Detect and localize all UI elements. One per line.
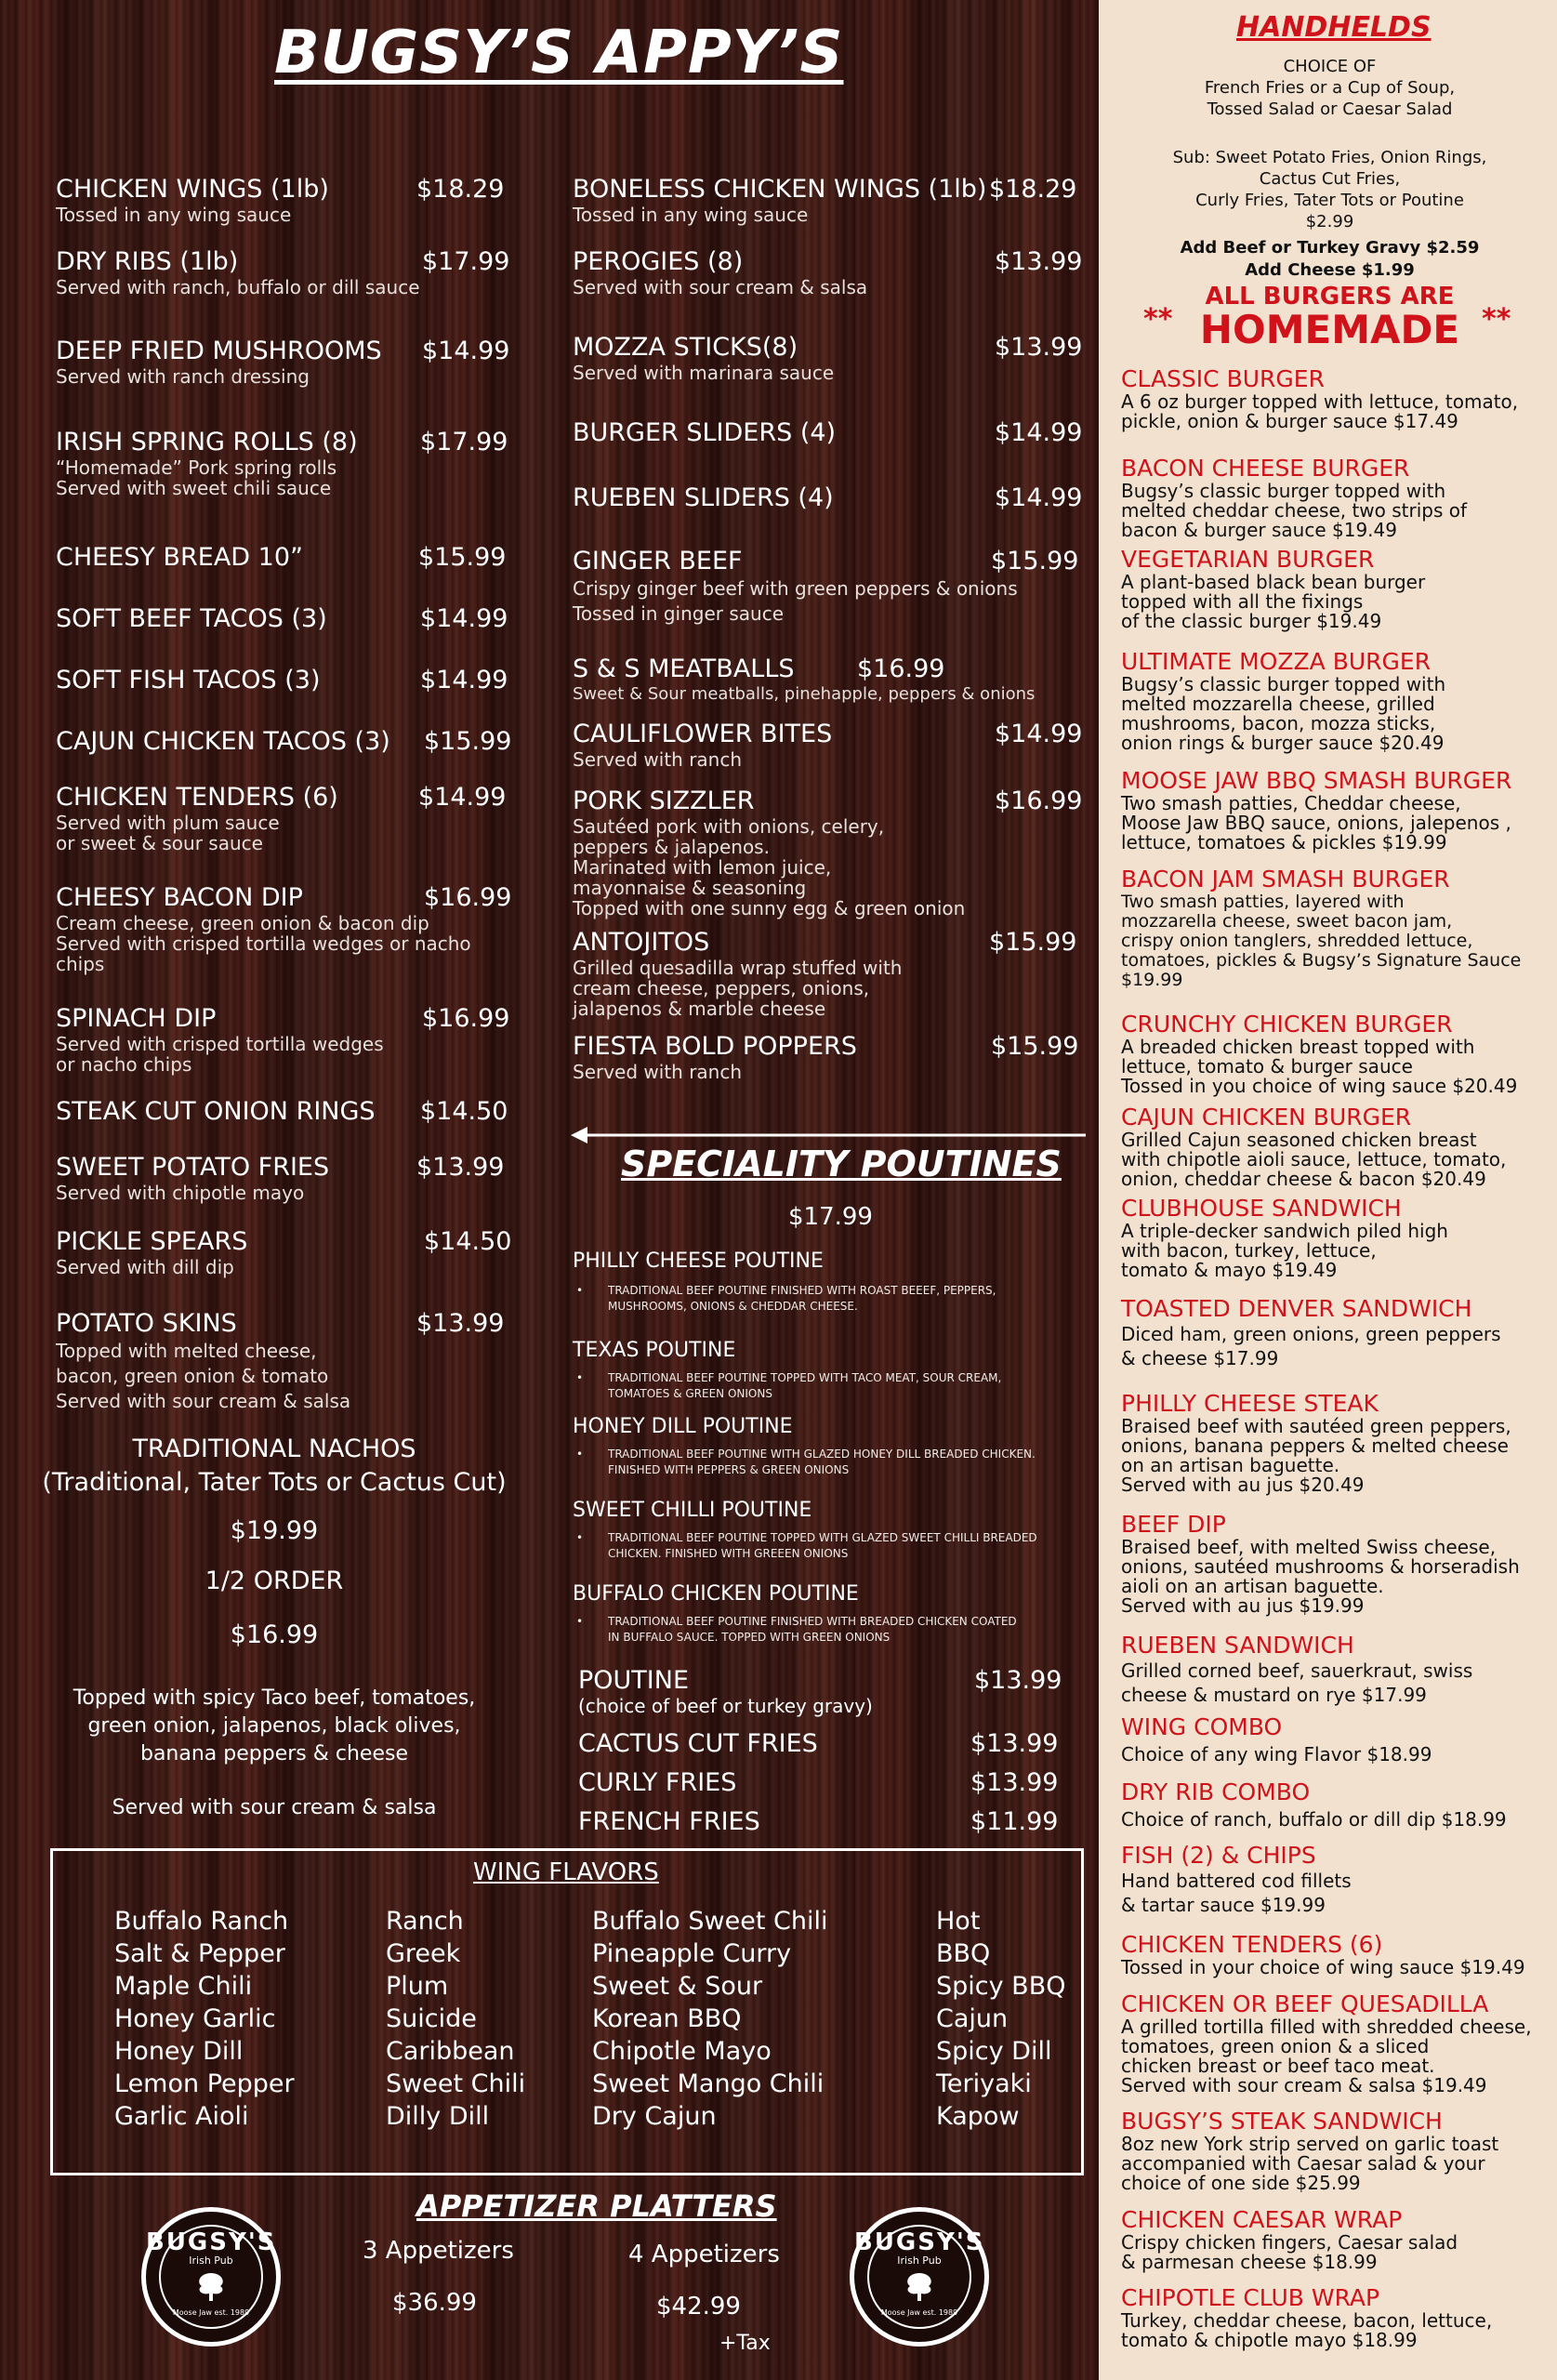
item-name: CHICKEN WINGS (1lb) <box>56 175 329 204</box>
item-name: RUEBEN SLIDERS (4) <box>573 483 834 512</box>
handheld-desc: A grilled tortilla filled with shredded cheese, tomatoes, green onion & a sliced chicken breast or beef taco meat. Served with sour cream & salsa $19.49 <box>1121 2016 1532 2096</box>
menu-item-ginger-beef <box>573 547 1018 627</box>
handheld-cajun-chicken <box>1121 1104 1553 1189</box>
platter-four-price: $42.99 <box>656 2293 741 2320</box>
handheld-denver <box>1121 1296 1553 1370</box>
item-desc: Served with sour cream & salsa <box>573 276 868 298</box>
item-price: $13.99 <box>416 1309 505 1338</box>
item-desc: Served with marinara sauce <box>573 362 835 384</box>
handheld-desc: Two smash patties, Cheddar cheese, Moose Jaw BBQ sauce, onions, jalepenos , lettuce, tomatoes & pickles $19.99 <box>1121 792 1511 853</box>
wing-flavor: Teriyaki <box>936 2069 1032 2098</box>
poutine-desc: • TRADITIONAL BEEF POUTINE WITH GLAZED HONEY DILL BREADED CHICKEN. FINISHED WITH PEPPERS & GREEN ONIONS <box>573 1447 1093 1478</box>
handheld-name: BUGSY’S STEAK SANDWICH <box>1121 2108 1443 2135</box>
nachos-subtitle: (Traditional, Tater Tots or Cactus Cut) <box>42 1468 507 1497</box>
item-price: $14.50 <box>420 1097 508 1126</box>
poutine-name: HONEY DILL POUTINE <box>573 1415 793 1438</box>
menu-item-fish-tacos <box>56 666 321 695</box>
wing-flavor: Buffalo Sweet Chili <box>592 1907 828 1936</box>
menu-item-pork-sizzler <box>573 787 965 919</box>
poutine-sweet-chilli <box>573 1499 1093 1562</box>
handheld-desc: Grilled corned beef, sauerkraut, swiss cheese & mustard on rye $17.99 <box>1121 1659 1473 1706</box>
handheld-name: CHICKEN OR BEEF QUESADILLA <box>1121 1990 1489 2017</box>
handheld-rueben <box>1121 1633 1553 1707</box>
platter-four-label: 4 Appetizers <box>628 2241 780 2268</box>
item-name: STEAK CUT ONION RINGS <box>56 1097 376 1126</box>
side-price: $13.99 <box>974 1666 1062 1695</box>
item-desc: Served with dill dip <box>56 1256 234 1278</box>
handheld-desc: Choice of ranch, buffalo or dill dip $18.99 <box>1121 1808 1507 1831</box>
handheld-desc: Two smash patties, layered with mozzarella cheese, sweet bacon jam, crispy onion tanglers, shredded lettuce, tomatoes, pickles & Bugsy’s Signature Sauce $19.99 <box>1121 892 1522 990</box>
logo-brand: BUGSY'S <box>854 2228 985 2256</box>
item-name: POTATO SKINS <box>56 1309 237 1338</box>
item-desc: Served with ranch dressing <box>56 365 310 388</box>
cheese-addon: Add Cheese $1.99 <box>1245 260 1415 280</box>
item-price: $17.99 <box>420 428 508 456</box>
handheld-desc: A breaded chicken breast topped with lettuce, tomato & burger sauce Tossed in you choice of wing sauce $20.49 <box>1121 1036 1518 1097</box>
item-price: $14.99 <box>420 666 508 694</box>
handheld-name: WING COMBO <box>1121 1713 1283 1740</box>
wing-col-1 <box>114 1905 295 2133</box>
burgers-line1: ALL BURGERS ARE <box>1205 283 1455 311</box>
menu-item-mozza-sticks <box>573 333 834 383</box>
wing-flavor: Cajun <box>936 2004 1009 2033</box>
handheld-desc: Choice of any wing Flavor $18.99 <box>1121 1743 1432 1765</box>
burgers-line2: HOMEMADE <box>1199 307 1460 352</box>
item-desc: Sweet & Sour meatballs, pinehapple, peppers & onions <box>573 684 1036 704</box>
side-name: CACTUS CUT FRIES <box>578 1729 818 1758</box>
side-name: POUTINE <box>578 1666 690 1695</box>
wing-flavor: Greek <box>386 1939 461 1968</box>
platter-three-label: 3 Appetizers <box>363 2237 514 2265</box>
handheld-desc: A triple-decker sandwich piled high with bacon, turkey, lettuce, tomato & mayo $19.49 <box>1121 1220 1448 1281</box>
poutine-name: BUFFALO CHICKEN POUTINE <box>573 1582 859 1606</box>
item-price: $15.99 <box>989 928 1077 957</box>
poutines-title: SPECIALITY POUTINES <box>621 1144 1062 1184</box>
platter-three-price: $36.99 <box>392 2289 477 2317</box>
item-price: $14.99 <box>995 418 1083 447</box>
handhelds-choice: CHOICE OF French Fries or a Cup of Soup, Tossed Salad or Caesar Salad <box>1204 57 1456 119</box>
item-desc: Tossed in any wing sauce <box>573 204 809 226</box>
bugsys-logo-left <box>141 2207 281 2347</box>
wing-flavor: Honey Garlic <box>114 2004 276 2033</box>
handheld-bbq-smash <box>1121 768 1553 853</box>
wing-flavor: Sweet Mango Chili <box>592 2069 825 2098</box>
menu-item-antojitos <box>573 928 902 1019</box>
wing-flavor: Kapow <box>936 2102 1020 2131</box>
menu-item-mushrooms <box>56 337 382 387</box>
item-name: CAJUN CHICKEN TACOS (3) <box>56 727 390 756</box>
nachos-title: TRADITIONAL NACHOS <box>132 1435 416 1463</box>
item-name: SPINACH DIP <box>56 1004 217 1033</box>
handheld-dry-rib-combo <box>1121 1779 1553 1833</box>
wing-flavor: Buffalo Ranch <box>114 1907 289 1936</box>
logo-sub: Irish Pub <box>189 2254 233 2267</box>
item-price: $13.99 <box>995 247 1083 276</box>
wing-flavor: BBQ <box>936 1939 991 1968</box>
handhelds-title: HANDHELDS <box>1236 11 1432 44</box>
poutine-name: TEXAS POUTINE <box>573 1339 736 1362</box>
item-desc: Tossed in any wing sauce <box>56 204 292 226</box>
poutines-price: $17.99 <box>788 1203 873 1231</box>
bugsys-logo-right <box>850 2207 989 2347</box>
wing-col-3 <box>592 1905 827 2133</box>
logo-location: Moose Jaw est. 1989 <box>172 2308 250 2317</box>
menu-item-chicken-tenders <box>56 783 338 853</box>
menu-item-beef-tacos <box>56 604 327 634</box>
item-desc: Served with ranch, buffalo or dill sauce <box>56 276 420 298</box>
wing-flavor: Sweet & Sour <box>592 1972 763 2001</box>
menu-title: BUGSY’S APPY’S <box>274 19 844 87</box>
item-name: S & S MEATBALLS <box>573 654 795 683</box>
handheld-name: CHICKEN CAESAR WRAP <box>1121 2206 1403 2233</box>
item-price: $14.99 <box>418 783 507 812</box>
item-name: PICKLE SPEARS <box>56 1227 248 1256</box>
wing-flavor: Lemon Pepper <box>114 2069 295 2098</box>
item-name: ANTOJITOS <box>573 928 710 957</box>
handheld-clubhouse <box>1121 1196 1553 1280</box>
item-price: $14.50 <box>424 1227 512 1256</box>
wing-flavor: Hot <box>936 1907 981 1936</box>
item-price: $15.99 <box>418 543 507 572</box>
side-french-fries <box>578 1807 760 1837</box>
poutine-buffalo <box>573 1582 1093 1646</box>
wing-flavor: Honey Dill <box>114 2037 244 2066</box>
item-price: $13.99 <box>416 1153 505 1182</box>
handheld-desc: A 6 oz burger topped with lettuce, tomato, pickle, onion & burger sauce $17.49 <box>1121 390 1519 432</box>
item-name: DEEP FRIED MUSHROOMS <box>56 337 382 365</box>
item-price: $14.99 <box>420 604 508 633</box>
logo-brand: BUGSY'S <box>146 2228 277 2256</box>
side-name: FRENCH FRIES <box>578 1807 760 1836</box>
poutine-texas <box>573 1339 1093 1402</box>
wing-flavors-title: WING FLAVORS <box>473 1858 659 1886</box>
item-desc: Served with plum sauce or sweet & sour sauce <box>56 812 280 854</box>
menu-item-spinach-dip <box>56 1004 384 1075</box>
menu-item-burger-sliders <box>573 418 836 448</box>
item-name: CAULIFLOWER BITES <box>573 720 833 748</box>
handheld-bacon-cheese-burger <box>1121 456 1553 540</box>
handheld-name: VEGETARIAN BURGER <box>1121 546 1375 573</box>
wing-flavor: Garlic Aioli <box>114 2102 249 2131</box>
handheld-desc: Hand battered cod fillets & tartar sauce $19.99 <box>1121 1870 1352 1916</box>
wing-flavor: Dilly Dill <box>386 2102 490 2131</box>
item-name: SWEET POTATO FRIES <box>56 1153 330 1182</box>
side-cactus-fries <box>578 1729 818 1759</box>
menu-item-fiesta-poppers <box>573 1032 857 1082</box>
handheld-mozza-burger <box>1121 649 1553 753</box>
item-price: $16.99 <box>422 1004 510 1033</box>
wing-flavor: Chipotle Mayo <box>592 2037 772 2066</box>
wing-flavor: Suicide <box>386 2004 477 2033</box>
poutine-desc: • TRADITIONAL BEEF POUTINE TOPPED WITH GLAZED SWEET CHILLI BREADED CHICKEN. FINISHED WITH GREEEN ONIONS <box>573 1530 1093 1562</box>
handheld-desc: Turkey, cheddar cheese, bacon, lettuce, tomato & chipotle mayo $18.99 <box>1121 2309 1493 2351</box>
handheld-name: CHICKEN TENDERS (6) <box>1121 1931 1383 1958</box>
poutine-honey-dill <box>573 1415 1093 1478</box>
handheld-steak-sandwich <box>1121 2109 1553 2193</box>
handheld-name: ULTIMATE MOZZA BURGER <box>1121 648 1432 675</box>
handheld-name: BEEF DIP <box>1121 1511 1226 1538</box>
menu-item-meatballs <box>573 654 1035 705</box>
menu-item-bacon-dip <box>56 883 471 974</box>
item-name: DRY RIBS (1lb) <box>56 247 239 276</box>
item-desc: Served with chipotle mayo <box>56 1182 305 1204</box>
wing-flavor: Maple Chili <box>114 1972 253 2001</box>
handheld-name: CAJUN CHICKEN BURGER <box>1121 1104 1412 1130</box>
item-price: $14.99 <box>422 337 510 365</box>
side-sub: (choice of beef or turkey gravy) <box>578 1695 873 1717</box>
handheld-name: FISH (2) & CHIPS <box>1121 1842 1316 1869</box>
item-desc: Served with crisped tortilla wedges or nacho chips <box>56 1033 384 1076</box>
stars-left: ** <box>1143 303 1173 336</box>
nachos-served: Served with sour cream & salsa <box>112 1796 437 1819</box>
handheld-philly-steak <box>1121 1391 1553 1495</box>
menu-item-rueben-sliders <box>573 483 834 513</box>
gravy-addon: Add Beef or Turkey Gravy $2.59 <box>1180 238 1480 258</box>
item-price: $15.99 <box>424 727 512 756</box>
wing-col-2 <box>386 1905 525 2133</box>
handheld-desc: Crispy chicken fingers, Caesar salad & parmesan cheese $18.99 <box>1121 2231 1458 2273</box>
handheld-chipotle-wrap <box>1121 2285 1553 2350</box>
handheld-chicken-tenders <box>1121 1932 1553 1977</box>
item-desc: Grilled quesadilla wrap stuffed with cream cheese, peppers, onions, jalapenos & marble cheese <box>573 957 903 1020</box>
handhelds-sub: Sub: Sweet Potato Fries, Onion Rings, Cactus Cut Fries, Curly Fries, Tater Tots or Poutine $2.99 <box>1172 148 1487 231</box>
handheld-desc: Grilled Cajun seasoned chicken breast with chipotle aioli sauce, lettuce, tomato, onion, cheddar cheese & bacon $20.49 <box>1121 1129 1507 1190</box>
item-name: MOZZA STICKS(8) <box>573 333 798 362</box>
item-name: BURGER SLIDERS (4) <box>573 418 837 447</box>
handheld-name: DRY RIB COMBO <box>1121 1778 1311 1805</box>
item-desc: Served with ranch <box>573 748 743 771</box>
item-desc: Crispy ginger beef with green peppers & onions Tossed in ginger sauce <box>573 577 1018 625</box>
poutine-desc: • TRADITIONAL BEEF POUTINE TOPPED WITH TACO MEAT, SOUR CREAM, TOMATOES & GREEN ONIONS <box>573 1370 1093 1402</box>
side-price: $13.99 <box>970 1729 1059 1758</box>
item-name: IRISH SPRING ROLLS (8) <box>56 428 358 456</box>
item-name: FIESTA BOLD POPPERS <box>573 1032 857 1061</box>
handheld-caesar-wrap <box>1121 2207 1553 2272</box>
item-name: CHEESY BREAD 10” <box>56 543 304 572</box>
poutine-name: PHILLY CHEESE POUTINE <box>573 1250 824 1273</box>
item-desc: “Homemade” Pork spring rolls Served with sweet chili sauce <box>56 456 337 499</box>
poutine-desc: • TRADITIONAL BEEF POUTINE FINISHED WITH BREADED CHICKEN COATED IN BUFFALO SAUCE. TOPPED WITH GREEN ONIONS <box>573 1614 1093 1646</box>
menu-item-chicken-wings <box>56 175 329 225</box>
platter-tax: +Tax <box>719 2332 771 2355</box>
item-price: $16.99 <box>995 787 1083 815</box>
handheld-desc: Diced ham, green onions, green peppers & cheese $17.99 <box>1121 1323 1501 1369</box>
handheld-name: BACON CHEESE BURGER <box>1121 455 1410 482</box>
wing-flavor: Caribbean <box>386 2037 515 2066</box>
logo-sub: Irish Pub <box>897 2254 942 2267</box>
wing-flavor: Ranch <box>386 1907 464 1936</box>
item-price: $18.29 <box>989 175 1077 204</box>
wing-flavor: Spicy Dill <box>936 2037 1052 2066</box>
handheld-beef-dip <box>1121 1512 1553 1616</box>
item-name: CHICKEN TENDERS (6) <box>56 783 338 812</box>
handheld-classic-burger <box>1121 366 1553 431</box>
handheld-desc: Bugsy’s classic burger topped with melted mozzarella cheese, grilled mushrooms, bacon, mozza sticks, onion rings & burger sauce $20.49 <box>1121 673 1446 754</box>
item-name: GINGER BEEF <box>573 547 743 575</box>
tree-icon <box>192 2269 230 2303</box>
wing-flavors-box <box>50 1848 1084 2175</box>
handheld-quesadilla <box>1121 1991 1553 2096</box>
item-desc: Served with ranch <box>573 1061 743 1083</box>
handheld-name: BACON JAM SMASH BURGER <box>1121 866 1450 892</box>
wing-flavor: Spicy BBQ <box>936 1972 1066 2001</box>
nachos-price: $19.99 <box>230 1516 319 1545</box>
handheld-name: CLUBHOUSE SANDWICH <box>1121 1195 1402 1222</box>
item-price: $15.99 <box>991 1032 1079 1061</box>
handheld-name: CRUNCHY CHICKEN BURGER <box>1121 1011 1453 1038</box>
wing-flavor: Pineapple Curry <box>592 1939 792 1968</box>
side-price: $11.99 <box>970 1807 1059 1836</box>
item-price: $14.99 <box>995 483 1083 512</box>
side-curly-fries <box>578 1768 736 1798</box>
handheld-name: CHIPOTLE CLUB WRAP <box>1121 2284 1380 2311</box>
side-name: CURLY FRIES <box>578 1768 737 1797</box>
menu-item-pickle-spears <box>56 1227 247 1277</box>
menu-item-cajun-tacos <box>56 727 390 757</box>
item-price: $16.99 <box>424 883 512 912</box>
item-name: SOFT FISH TACOS (3) <box>56 666 321 694</box>
tree-icon <box>901 2269 938 2303</box>
wing-flavor: Korean BBQ <box>592 2004 742 2033</box>
handhelds-panel <box>1095 0 1557 2380</box>
item-price: $14.99 <box>995 720 1083 748</box>
menu-item-onion-rings <box>56 1097 376 1127</box>
menu-item-boneless-wings <box>573 175 986 225</box>
item-name: PORK SIZZLER <box>573 787 755 815</box>
poutine-name: SWEET CHILLI POUTINE <box>573 1499 812 1522</box>
side-price: $13.99 <box>970 1768 1059 1797</box>
handheld-name: PHILLY CHEESE STEAK <box>1121 1390 1379 1417</box>
handheld-vegetarian-burger <box>1121 547 1553 631</box>
handheld-crunchy-chicken <box>1121 1012 1553 1096</box>
item-name: BONELESS CHICKEN WINGS (1lb) <box>573 175 987 204</box>
wing-flavor: Sweet Chili <box>386 2069 526 2098</box>
handheld-name: CLASSIC BURGER <box>1121 365 1325 392</box>
nachos-half-label: 1/2 ORDER <box>205 1567 344 1595</box>
wing-col-4 <box>936 1905 1065 2133</box>
item-desc: Topped with melted cheese, bacon, green onion & tomato Served with sour cream & salsa <box>56 1340 351 1412</box>
item-name: PEROGIES (8) <box>573 247 744 276</box>
handheld-fish-chips <box>1121 1843 1553 1917</box>
menu-item-perogies <box>573 247 867 298</box>
menu-item-potato-skins <box>56 1309 350 1414</box>
logo-location: Moose Jaw est. 1989 <box>880 2308 958 2317</box>
side-poutine <box>578 1666 873 1716</box>
wing-flavor: Plum <box>386 1972 449 2001</box>
item-price: $18.29 <box>416 175 505 204</box>
menu-item-dry-ribs <box>56 247 420 298</box>
stars-right: ** <box>1482 303 1511 336</box>
item-price: $15.99 <box>991 547 1079 575</box>
handheld-desc: Bugsy’s classic burger topped with melted cheddar cheese, two strips of bacon & burger sauce $19.49 <box>1121 480 1468 541</box>
handheld-wing-combo <box>1121 1714 1553 1768</box>
item-desc: Cream cheese, green onion & bacon dip Served with crisped tortilla wedges or nacho chips <box>56 912 471 975</box>
item-name: CHEESY BACON DIP <box>56 883 303 912</box>
handheld-bacon-jam-smash <box>1121 866 1553 990</box>
handheld-desc: Braised beef, with melted Swiss cheese, onions, sautéed mushrooms & horseradish aioli on an artisan baguette. Served with au jus $19.99 <box>1121 1536 1520 1617</box>
item-name: SOFT BEEF TACOS (3) <box>56 604 327 633</box>
wing-flavor: Salt & Pepper <box>114 1939 285 1968</box>
item-price: $16.99 <box>857 654 945 683</box>
handheld-desc: Tossed in your choice of wing sauce $19.49 <box>1121 1956 1525 1978</box>
handheld-desc: Braised beef with sautéed green peppers, onions, banana peppers & melted cheese on an artisan baguette. Served with au jus $20.49 <box>1121 1415 1511 1496</box>
wing-flavor: Dry Cajun <box>592 2102 717 2131</box>
poutine-philly <box>573 1250 1093 1315</box>
platters-title: APPETIZER PLATTERS <box>416 2188 777 2224</box>
item-desc: Sautéed pork with onions, celery, peppers & jalapenos. Marinated with lemon juice, mayonnaise & seasoning Topped with one sunny egg & green onion <box>573 815 966 919</box>
nachos-half-price: $16.99 <box>230 1620 319 1649</box>
menu-item-cheesy-bread <box>56 543 303 573</box>
poutine-desc: • TRADITIONAL BEEF POUTINE FINISHED WITH ROAST BEEEF, PEPPERS, MUSHROOMS, ONIONS & CHEDDAR CHEESE. <box>573 1283 1093 1315</box>
menu-item-cauliflower <box>573 720 832 770</box>
item-price: $13.99 <box>995 333 1083 362</box>
menu-item-spring-rolls <box>56 428 358 498</box>
item-price: $17.99 <box>422 247 510 276</box>
menu-item-sweet-potato <box>56 1153 329 1203</box>
handheld-name: MOOSE JAW BBQ SMASH BURGER <box>1121 767 1512 794</box>
nachos-desc: Topped with spicy Taco beef, tomatoes, green onion, jalapenos, black olives, banana peppers & cheese <box>73 1686 476 1765</box>
handheld-name: RUEBEN SANDWICH <box>1121 1632 1354 1659</box>
handheld-desc: A plant-based black bean burger topped with all the fixings of the classic burger $19.49 <box>1121 571 1426 632</box>
handheld-desc: 8oz new York strip served on garlic toast accompanied with Caesar salad & your choice of one side $25.99 <box>1121 2133 1499 2194</box>
handheld-name: TOASTED DENVER SANDWICH <box>1121 1295 1472 1322</box>
